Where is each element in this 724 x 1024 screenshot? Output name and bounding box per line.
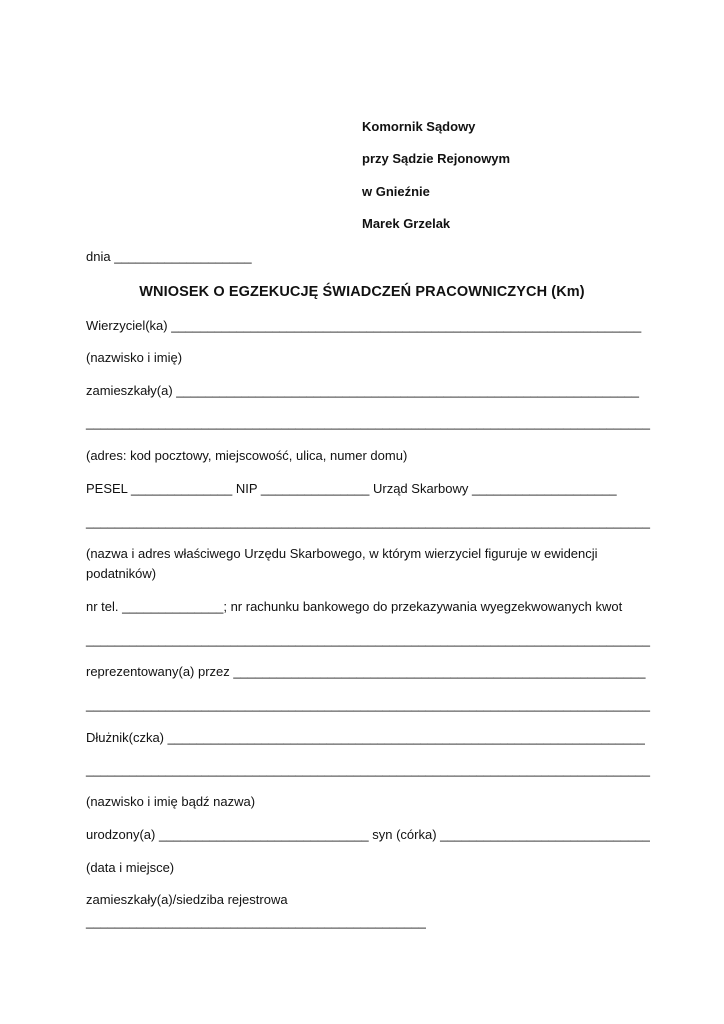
recipient-line-3: w Gnieźnie (362, 184, 430, 199)
blank-line-2: ______________________________________________________________________________ (86, 514, 650, 529)
document-title: WNIOSEK O EGZEKUCJĘ ŚWIADCZEŃ PRACOWNICZYCH (Km) (139, 284, 585, 300)
creditor-hint: (nazwisko i imię) (86, 350, 183, 365)
residence-seat-label: zamieszkały(a)/siedziba rejestrowa (86, 892, 288, 907)
ids-field: PESEL ______________ NIP _______________ Urząd Skarbowy ____________________ (86, 481, 617, 496)
recipient-line-4: Marek Grzelak (362, 216, 451, 231)
blank-line-3: ______________________________________________________________________________ (86, 632, 650, 647)
recipient-line-1: Komornik Sądowy (362, 119, 476, 134)
creditor-residence-field: zamieszkały(a) ________________________________________________________________ (86, 383, 640, 398)
represented-by-field: reprezentowany(a) przez _________________________________________________________ (86, 664, 646, 679)
tax-office-hint-line-2: podatników) (86, 566, 157, 581)
debtor-field: Dłużnik(czka) __________________________________________________________________ (86, 730, 645, 745)
address-hint: (adres: kod pocztowy, miejscowość, ulica, numer domu) (86, 448, 408, 463)
tax-office-hint-line-1: (nazwa i adres właściwego Urzędu Skarbowego, w którym wierzyciel figuruje w ewidencji (86, 546, 598, 561)
blank-line-5: ______________________________________________________________________________ (86, 762, 650, 777)
blank-line-1: ______________________________________________________________________________ (86, 415, 650, 430)
blank-line-6: _______________________________________________ (86, 914, 426, 929)
recipient-line-2: przy Sądzie Rejonowym (362, 151, 511, 166)
born-field: urodzony(a) _____________________________ syn (córka) _____________________________ (86, 827, 650, 842)
born-hint: (data i miejsce) (86, 860, 175, 875)
phone-account-field: nr tel. ______________; nr rachunku bankowego do przekazywania wyegzekwowanych kwot (86, 599, 623, 614)
date-field: dnia ___________________ (86, 249, 252, 264)
blank-line-4: ______________________________________________________________________________ (86, 697, 650, 712)
creditor-field: Wierzyciel(ka) _________________________________________________________________ (86, 318, 642, 333)
debtor-hint: (nazwisko i imię bądź nazwa) (86, 794, 256, 809)
